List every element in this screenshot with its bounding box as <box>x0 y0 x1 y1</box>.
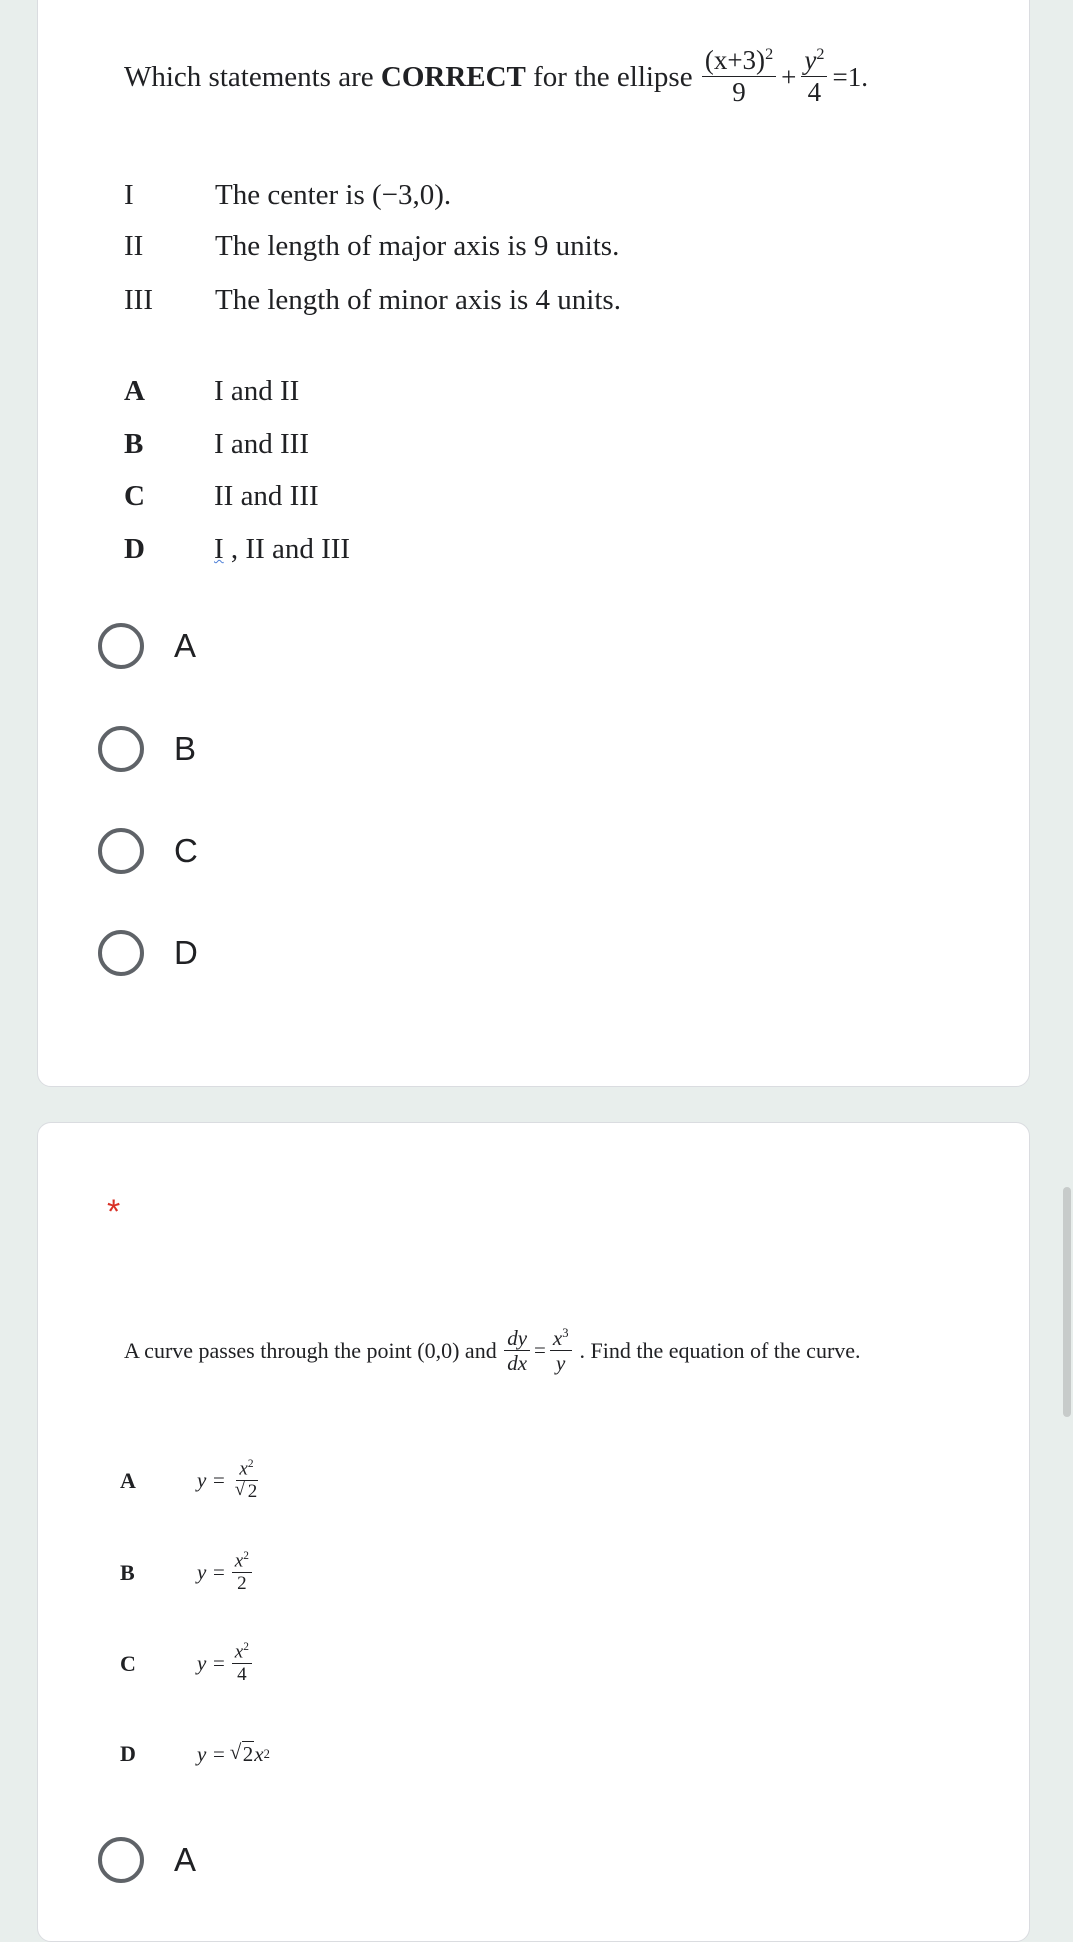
radio-button[interactable] <box>98 623 144 669</box>
expr-tail-exp: 2 <box>263 1746 270 1761</box>
stem-suffix: . Find the equation of the curve. <box>579 1337 861 1363</box>
radio-button[interactable] <box>98 726 144 772</box>
expr-lhs: y = <box>197 1560 226 1584</box>
expr-exp: 2 <box>243 1641 249 1653</box>
q2-option-b <box>120 1550 254 1595</box>
q2-option-a <box>120 1458 263 1503</box>
expr-exp: 2 <box>243 1550 249 1562</box>
option-text-part2: , II and III <box>223 533 351 565</box>
ellipse-fraction-1 <box>702 45 776 108</box>
statement-text: The center is (−3,0). <box>215 179 452 211</box>
radio-label: A <box>174 627 197 664</box>
statement-2 <box>124 226 619 266</box>
rhs-num: x <box>552 1326 563 1350</box>
statement-3 <box>124 280 621 320</box>
expr-tail: x <box>254 1741 264 1766</box>
q2-option-d <box>120 1741 270 1767</box>
stem-prefix: A curve passes through the point (0,0) and <box>124 1337 503 1363</box>
option-letter: C <box>124 480 145 512</box>
expr-num: x <box>234 1550 244 1572</box>
scrollbar-thumb[interactable] <box>1063 1187 1071 1417</box>
option-letter: D <box>120 1741 136 1766</box>
option-letter: B <box>124 428 144 460</box>
option-letter: D <box>124 533 145 565</box>
radio-choice-c[interactable] <box>98 823 198 879</box>
option-text-b <box>124 424 309 464</box>
frac1-num: (x+3) <box>704 45 766 75</box>
equals-sign: = <box>534 1338 546 1363</box>
q2-option-c <box>120 1641 254 1686</box>
sqrt-radicand: 2 <box>242 1741 254 1766</box>
option-expression <box>197 1550 254 1595</box>
radio-label: B <box>174 730 197 767</box>
ellipse-fraction-2 <box>801 45 827 108</box>
expr-den-sqrt <box>235 1481 259 1502</box>
radio-label: C <box>174 832 198 869</box>
statement-roman: III <box>124 284 153 316</box>
statement-text: The length of major axis is 9 units. <box>215 230 620 262</box>
radio-label: D <box>174 934 198 971</box>
plus-sign: + <box>781 61 797 92</box>
rhs-den: y <box>556 1351 566 1376</box>
stem-bold: CORRECT <box>380 60 526 93</box>
radio-button[interactable] <box>98 1837 144 1883</box>
stem-mid: for the ellipse <box>525 60 700 93</box>
option-text-a <box>124 371 299 411</box>
question-card-2 <box>37 1122 1030 1942</box>
radio-choice-a[interactable] <box>98 618 196 674</box>
statement-roman: II <box>124 230 144 262</box>
radio-choice-b[interactable] <box>98 721 196 777</box>
option-text: I and III <box>214 428 310 460</box>
option-text-d <box>124 529 350 569</box>
option-expression <box>197 1458 263 1503</box>
frac1-den: 9 <box>732 77 746 108</box>
option-letter: C <box>120 1650 136 1676</box>
option-expression <box>197 1742 270 1767</box>
expr-exp: 2 <box>247 1458 254 1470</box>
frac2-num: y <box>804 45 817 75</box>
sqrt-radicand: 2 <box>247 1481 258 1503</box>
option-letter: A <box>120 1467 136 1493</box>
q2-radio-choice-a[interactable] <box>98 1832 196 1888</box>
derivative-num: dy <box>504 1326 530 1351</box>
frac1-exp: 2 <box>765 45 774 63</box>
expr-sqrt <box>230 1742 255 1767</box>
expr-fraction <box>232 1458 262 1503</box>
question-card-1 <box>37 0 1030 1087</box>
equation-rhs: =1. <box>832 61 868 92</box>
radio-button[interactable] <box>98 828 144 874</box>
frac2-exp: 2 <box>816 45 825 63</box>
expr-den: 2 <box>237 1573 247 1595</box>
derivative-fraction <box>504 1326 530 1375</box>
expr-lhs: y = <box>197 1468 226 1492</box>
radio-choice-d[interactable] <box>98 925 198 981</box>
option-letter: B <box>120 1559 135 1585</box>
rhs-fraction <box>550 1326 572 1375</box>
question-1-stem <box>124 45 871 108</box>
expr-num: x <box>234 1641 244 1663</box>
stem-prefix: Which statements are <box>124 60 381 93</box>
radio-label: A <box>174 1841 197 1878</box>
rhs-exp: 3 <box>562 1326 569 1340</box>
expr-fraction <box>232 1550 252 1595</box>
expr-fraction <box>232 1641 252 1686</box>
expr-num: x <box>239 1458 248 1480</box>
option-text: II and III <box>214 480 319 512</box>
option-text-part1: I <box>214 533 224 565</box>
radio-button[interactable] <box>98 930 144 976</box>
option-letter: A <box>124 375 145 407</box>
expr-den: 4 <box>237 1664 247 1686</box>
frac2-den: 4 <box>807 77 822 108</box>
statement-roman: I <box>124 179 134 211</box>
question-2-stem <box>124 1326 861 1375</box>
option-text-c <box>124 476 319 516</box>
statement-1 <box>124 175 451 215</box>
expr-lhs: y = <box>197 1741 226 1766</box>
option-expression <box>197 1641 254 1686</box>
derivative-den: dx <box>507 1351 528 1376</box>
option-text: I and II <box>214 375 300 407</box>
required-asterisk: * <box>107 1193 121 1231</box>
statement-text: The length of minor axis is 4 units. <box>215 284 621 316</box>
expr-lhs: y = <box>197 1651 226 1675</box>
